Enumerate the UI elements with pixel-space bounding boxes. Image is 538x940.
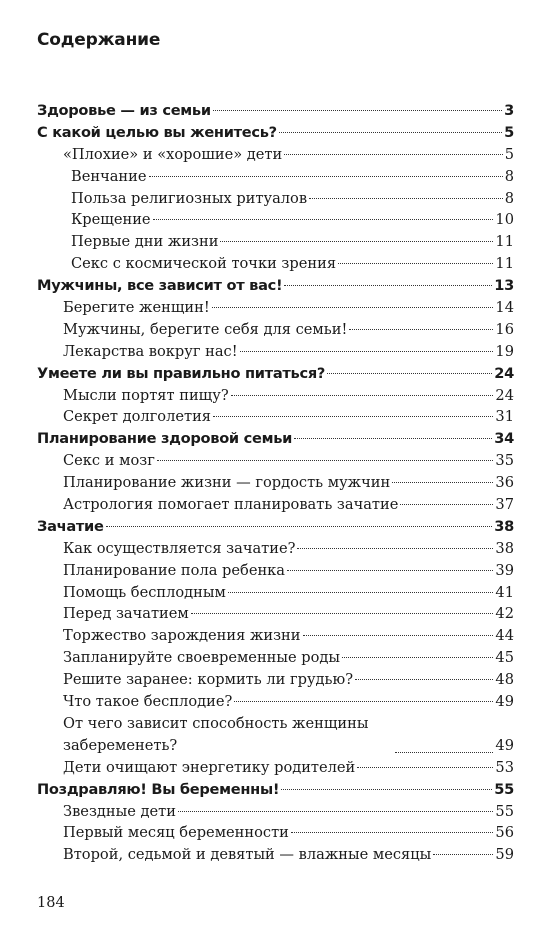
dot-leader — [178, 811, 493, 812]
toc-page-number: 49 — [495, 693, 514, 711]
toc-page-number: 39 — [495, 561, 514, 579]
toc-section — [37, 713, 514, 757]
dot-leader — [228, 592, 494, 593]
toc-entry-title: Секс с космической точки зрения — [71, 255, 337, 273]
dot-leader — [294, 438, 492, 439]
toc-page-number: 49 — [495, 736, 514, 754]
toc-entry-title: «Плохие» и «хорошие» дети — [63, 145, 283, 163]
dot-leader — [327, 373, 492, 374]
toc-section — [37, 538, 514, 560]
dot-leader — [291, 832, 494, 833]
dot-leader — [153, 219, 494, 220]
toc-section — [37, 757, 514, 779]
toc-section — [37, 166, 514, 188]
table-of-contents — [37, 100, 514, 866]
toc-entry-title: Первые дни жизни — [71, 233, 219, 251]
dot-leader — [297, 548, 493, 549]
dot-leader — [149, 176, 503, 177]
toc-chapter — [37, 779, 514, 801]
toc-entry-title: Как осуществляется зачатие? — [63, 539, 296, 557]
toc-chapter — [37, 363, 514, 385]
toc-section — [37, 801, 514, 823]
dot-leader — [287, 570, 493, 571]
toc-page-number: 24 — [494, 364, 514, 382]
toc-page-number: 38 — [494, 517, 514, 535]
toc-entry-title: Зачатие — [37, 517, 104, 535]
dot-leader — [395, 752, 493, 753]
toc-section — [37, 253, 514, 275]
dot-leader — [279, 132, 502, 133]
toc-chapter — [37, 516, 514, 538]
toc-entry-title: Планирование здоровой семьи — [37, 430, 293, 448]
dot-leader — [231, 395, 494, 396]
dot-leader — [157, 460, 494, 461]
toc-section — [37, 231, 514, 253]
toc-entry-title: Берегите женщин! — [63, 299, 210, 317]
toc-page-number: 48 — [495, 671, 514, 689]
toc-entry-title: Секс и мозг — [63, 452, 155, 470]
toc-entry-title: Решите заранее: кормить ли грудью? — [63, 671, 354, 689]
toc-entry-title: Планирование пола ребенка — [63, 561, 285, 579]
toc-entry-title: Мысли портят пищу? — [63, 386, 229, 404]
toc-page-number: 56 — [495, 824, 514, 842]
dot-leader — [220, 241, 493, 242]
toc-page-number: 55 — [495, 802, 514, 820]
toc-entry-title: Крещение — [71, 211, 151, 229]
toc-page-number: 37 — [495, 496, 514, 514]
toc-entry-title: Лекарства вокруг нас! — [63, 342, 238, 360]
toc-section — [37, 625, 514, 647]
toc-entry-title: Польза религиозных ритуалов — [71, 189, 308, 207]
toc-entry-title: Звездные дети — [63, 802, 176, 820]
dot-leader — [349, 329, 493, 330]
toc-entry-title: Мужчины, берегите себя для семьи! — [63, 320, 348, 338]
toc-entry-title: Умеете ли вы правильно питаться? — [37, 364, 326, 382]
toc-section — [37, 603, 514, 625]
dot-leader — [284, 154, 502, 155]
dot-leader — [240, 351, 494, 352]
toc-chapter — [37, 122, 514, 144]
toc-page-number: 42 — [495, 605, 514, 623]
toc-page-number: 3 — [504, 102, 514, 119]
toc-chapter — [37, 275, 514, 297]
toc-page-number: 38 — [495, 539, 514, 557]
toc-section — [37, 385, 514, 407]
toc-page-number: 31 — [495, 408, 514, 426]
toc-section — [37, 144, 514, 166]
dot-leader — [106, 526, 493, 527]
dot-leader — [191, 613, 494, 614]
toc-section — [37, 472, 514, 494]
page-title: Содержание — [37, 30, 161, 50]
toc-entry-title: Здоровье — из семьи — [37, 102, 211, 119]
toc-section — [37, 319, 514, 341]
dot-leader — [234, 701, 493, 702]
toc-entry-title: Перед зачатием — [63, 605, 189, 623]
toc-entry-title: С какой целью вы женитесь? — [37, 123, 277, 141]
dot-leader — [357, 767, 493, 768]
toc-page-number: 55 — [494, 780, 514, 798]
toc-section — [37, 406, 514, 428]
dot-leader — [338, 263, 493, 264]
dot-leader — [433, 854, 493, 855]
toc-page-number: 36 — [495, 474, 514, 492]
dot-leader — [213, 416, 493, 417]
toc-page-number: 16 — [495, 320, 514, 338]
toc-chapter — [37, 428, 514, 450]
dot-leader — [281, 789, 492, 790]
toc-section — [37, 450, 514, 472]
toc-entry-title: Секрет долголетия — [63, 408, 212, 426]
toc-entry-title: Что такое бесплодие? — [63, 693, 233, 711]
toc-section — [37, 209, 514, 231]
toc-page-number: 14 — [495, 299, 514, 317]
dot-leader — [309, 198, 503, 199]
toc-section — [37, 341, 514, 363]
toc-page-number: 5 — [504, 145, 514, 163]
toc-section — [37, 494, 514, 516]
dot-leader — [355, 679, 493, 680]
toc-entry-title: Запланируйте своевременные роды — [63, 649, 341, 667]
toc-section — [37, 560, 514, 582]
toc-page-number: 45 — [495, 649, 514, 667]
toc-page-number: 53 — [495, 758, 514, 776]
toc-entry-title: Первый месяц беременности — [63, 824, 289, 842]
toc-page-number: 13 — [494, 277, 514, 295]
dot-leader — [400, 504, 493, 505]
toc-entry-title: Мужчины, все зависит от вас! — [37, 277, 283, 295]
toc-section — [37, 669, 514, 691]
toc-page-number: 34 — [494, 430, 514, 448]
dot-leader — [212, 307, 494, 308]
dot-leader — [284, 285, 492, 286]
toc-section — [37, 691, 514, 713]
toc-entry-title: От чего зависит способность женщины забеременеть? — [63, 714, 369, 754]
toc-section — [37, 297, 514, 319]
dot-leader — [303, 635, 494, 636]
toc-page-number: 59 — [495, 846, 514, 864]
toc-section — [37, 647, 514, 669]
toc-page-number: 24 — [495, 386, 514, 404]
dot-leader — [342, 657, 493, 658]
toc-entry-title: Помощь бесплодным — [63, 583, 226, 601]
toc-page-number: 19 — [495, 342, 514, 360]
toc-page-number: 11 — [495, 255, 514, 273]
toc-entry-title: Астрология помогает планировать зачатие — [63, 496, 399, 514]
toc-entry-title: Дети очищают энергетику родителей — [63, 758, 356, 776]
toc-page-number: 8 — [504, 189, 514, 207]
toc-page-number: 41 — [495, 583, 514, 601]
toc-entry-title: Венчание — [71, 167, 147, 185]
toc-entry-title: Поздравляю! Вы беременны! — [37, 780, 280, 798]
toc-page-number: 5 — [504, 123, 514, 141]
toc-entry-title: Второй, седьмой и девятый — влажные месяцы — [63, 846, 432, 864]
dot-leader — [213, 110, 502, 111]
toc-page-number: 44 — [495, 627, 514, 645]
toc-entry-title: Планирование жизни — гордость мужчин — [63, 474, 391, 492]
toc-chapter — [37, 100, 514, 122]
toc-section — [37, 582, 514, 604]
page-number: 184 — [37, 895, 65, 911]
toc-section — [37, 822, 514, 844]
toc-page-number: 8 — [504, 167, 514, 185]
toc-page-number: 11 — [495, 233, 514, 251]
toc-section — [37, 188, 514, 210]
toc-section — [37, 844, 514, 866]
toc-page-number: 10 — [495, 211, 514, 229]
dot-leader — [392, 482, 493, 483]
toc-page-number: 35 — [495, 452, 514, 470]
toc-entry-title: Торжество зарождения жизни — [63, 627, 301, 645]
